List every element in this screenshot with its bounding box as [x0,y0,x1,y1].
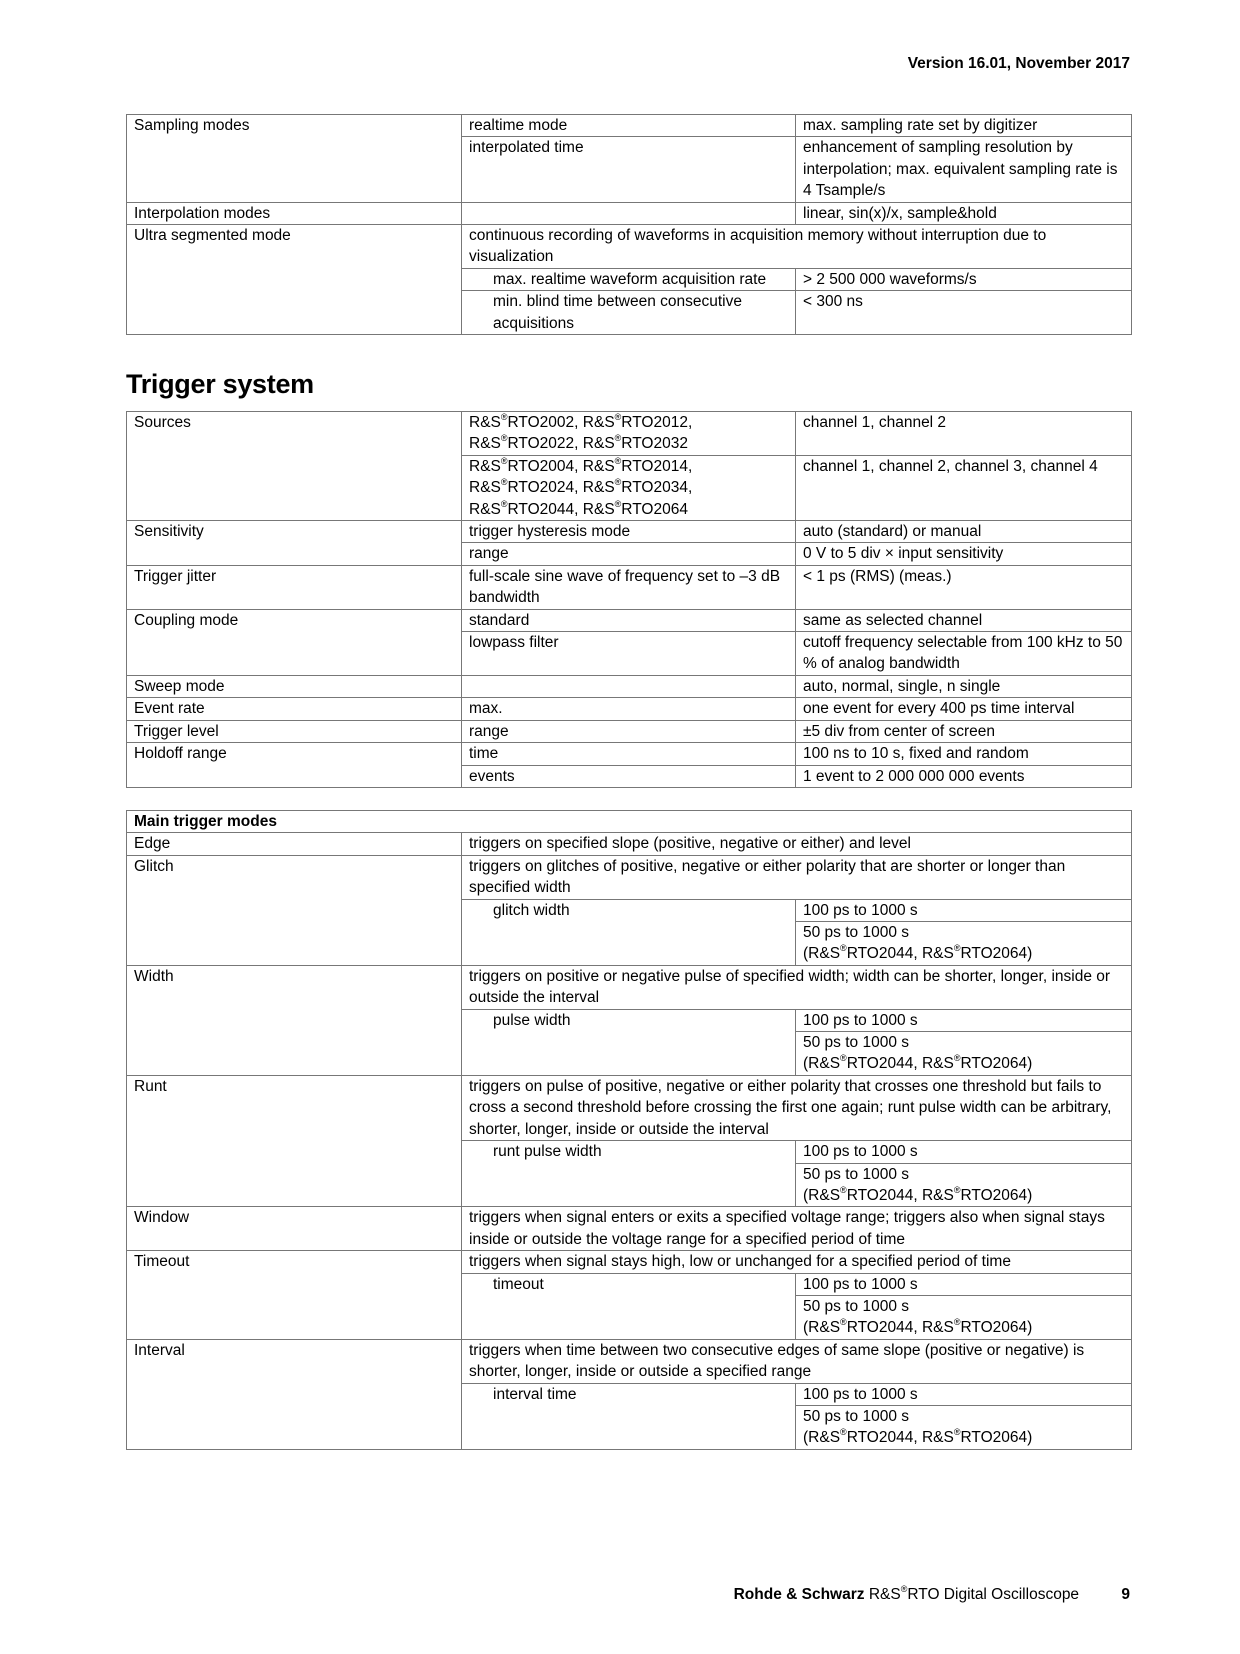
table-row [127,1207,1132,1251]
description-cell: triggers on positive or negative pulse of specified width; width can be shorter, longer, inside or outside the interval [462,965,1132,1009]
table-row [127,811,1132,833]
param-cell: interpolated time [462,137,796,202]
description-cell: triggers on specified slope (positive, negative or either) and level [462,833,1132,855]
footer-company: Rohde & Schwarz [733,1586,865,1603]
value-cell-fast: 50 ps to 1000 s (R&S®RTO2044, R&S®RTO2064) [796,922,1132,966]
table-row [127,115,1132,137]
row-label: Holdoff range [127,743,462,788]
row-label: Timeout [127,1251,462,1340]
row-label: Interpolation modes [127,202,462,224]
version-header: Version 16.01, November 2017 [907,55,1130,72]
row-label: Window [127,1207,462,1251]
empty-cell [462,675,796,697]
table-row [127,675,1132,697]
value-cell: auto, normal, single, n single [796,675,1132,697]
value-cell: max. sampling rate set by digitizer [796,115,1132,137]
param-cell: trigger hysteresis mode [462,521,796,543]
page-number: 9 [1121,1586,1130,1603]
row-label: Glitch [127,855,462,965]
acquisition-table [126,114,1132,335]
param-cell: timeout [462,1273,796,1339]
table-row [127,225,1132,269]
value-cell: linear, sin(x)/x, sample&hold [796,202,1132,224]
value-cell: 100 ps to 1000 s [796,1009,1132,1031]
value-cell-fast: 50 ps to 1000 s (R&S®RTO2044, R&S®RTO2064) [796,1032,1132,1076]
value-cell: 100 ns to 10 s, fixed and random [796,743,1132,765]
param-cell: range [462,543,796,565]
page-footer [734,1586,1130,1604]
param-cell: interval time [462,1383,796,1449]
value-cell: one event for every 400 ps time interval [796,698,1132,720]
row-label: Ultra segmented mode [127,225,462,335]
section-title-trigger-system: Trigger system [126,369,314,399]
value-cell: 100 ps to 1000 s [796,1141,1132,1163]
value-cell: < 300 ns [796,291,1132,335]
model-list-2ch: R&S®RTO2002, R&S®RTO2012, R&S®RTO2022, R&S®RTO2032 [462,412,796,456]
param-cell: lowpass filter [462,632,796,676]
param-cell: range [462,720,796,742]
row-label: Edge [127,833,462,855]
table-row [127,609,1132,631]
description-cell: continuous recording of waveforms in acquisition memory without interruption due to visualization [462,225,1132,269]
param-cell: runt pulse width [462,1141,796,1207]
value-cell: cutoff frequency selectable from 100 kHz to 50 % of analog bandwidth [796,632,1132,676]
value-cell: channel 1, channel 2, channel 3, channel 4 [796,455,1132,520]
param-cell: standard [462,609,796,631]
table-row [127,1339,1132,1383]
value-cell: 1 event to 2 000 000 000 events [796,765,1132,787]
table-row [127,855,1132,899]
row-label: Trigger jitter [127,565,462,609]
value-cell: > 2 500 000 waveforms/s [796,268,1132,290]
table-row [127,202,1132,224]
value-cell: ±5 div from center of screen [796,720,1132,742]
row-label: Trigger level [127,720,462,742]
value-cell-fast: 50 ps to 1000 s (R&S®RTO2044, R&S®RTO2064) [796,1405,1132,1449]
param-cell: time [462,743,796,765]
table-row [127,698,1132,720]
row-label: Width [127,965,462,1075]
value-cell-fast: 50 ps to 1000 s (R&S®RTO2044, R&S®RTO2064) [796,1295,1132,1339]
table-row [127,833,1132,855]
footer-product: R&S®RTO Digital Oscilloscope [868,1584,1080,1603]
main-trigger-modes-table [126,810,1132,1450]
description-cell: triggers on glitches of positive, negative or either polarity that are shorter or longer than specified width [462,855,1132,899]
value-cell: auto (standard) or manual [796,521,1132,543]
model-list-4ch: R&S®RTO2004, R&S®RTO2014, R&S®RTO2024, R&S®RTO2034, R&S®RTO2044, R&S®RTO2064 [462,455,796,520]
value-cell: < 1 ps (RMS) (meas.) [796,565,1132,609]
trigger-system-table [126,411,1132,788]
description-cell: triggers on pulse of positive, negative or either polarity that crosses one threshold but fails to cross a second threshold before crossing the first one again; runt pulse width can be arbitrary, shorter, longer, inside or outside the interval [462,1075,1132,1140]
description-cell: triggers when signal enters or exits a specified voltage range; triggers also when signal stays inside or outside the voltage range for a specified period of time [462,1207,1132,1251]
param-cell: realtime mode [462,115,796,137]
row-label: Sweep mode [127,675,462,697]
param-cell: min. blind time between consecutive acquisitions [462,291,796,335]
param-cell: full-scale sine wave of frequency set to –3 dB bandwidth [462,565,796,609]
table-heading: Main trigger modes [127,811,1132,833]
table-row [127,565,1132,609]
table-row [127,1251,1132,1273]
row-label: Sources [127,412,462,521]
row-label: Sensitivity [127,521,462,566]
value-cell: 0 V to 5 div × input sensitivity [796,543,1132,565]
table-row [127,412,1132,456]
param-cell: max. [462,698,796,720]
table-row [127,521,1132,543]
table-row [127,743,1132,765]
empty-cell [462,202,796,224]
param-cell: glitch width [462,899,796,965]
value-cell-fast: 50 ps to 1000 s (R&S®RTO2044, R&S®RTO2064) [796,1163,1132,1207]
value-cell: channel 1, channel 2 [796,412,1132,456]
value-cell: 100 ps to 1000 s [796,1273,1132,1295]
value-cell: enhancement of sampling resolution by interpolation; max. equivalent sampling rate is 4 Tsample/s [796,137,1132,202]
table-row [127,965,1132,1009]
row-label: Interval [127,1339,462,1449]
param-cell: max. realtime waveform acquisition rate [462,268,796,290]
param-cell: pulse width [462,1009,796,1075]
param-cell: events [462,765,796,787]
table-row [127,1075,1132,1140]
row-label: Event rate [127,698,462,720]
row-label: Sampling modes [127,115,462,203]
description-cell: triggers when signal stays high, low or unchanged for a specified period of time [462,1251,1132,1273]
description-cell: triggers when time between two consecutive edges of same slope (positive or negative) is shorter, longer, inside or outside a specified range [462,1339,1132,1383]
value-cell: same as selected channel [796,609,1132,631]
table-row [127,720,1132,742]
value-cell: 100 ps to 1000 s [796,899,1132,921]
row-label: Runt [127,1075,462,1206]
value-cell: 100 ps to 1000 s [796,1383,1132,1405]
row-label: Coupling mode [127,609,462,675]
